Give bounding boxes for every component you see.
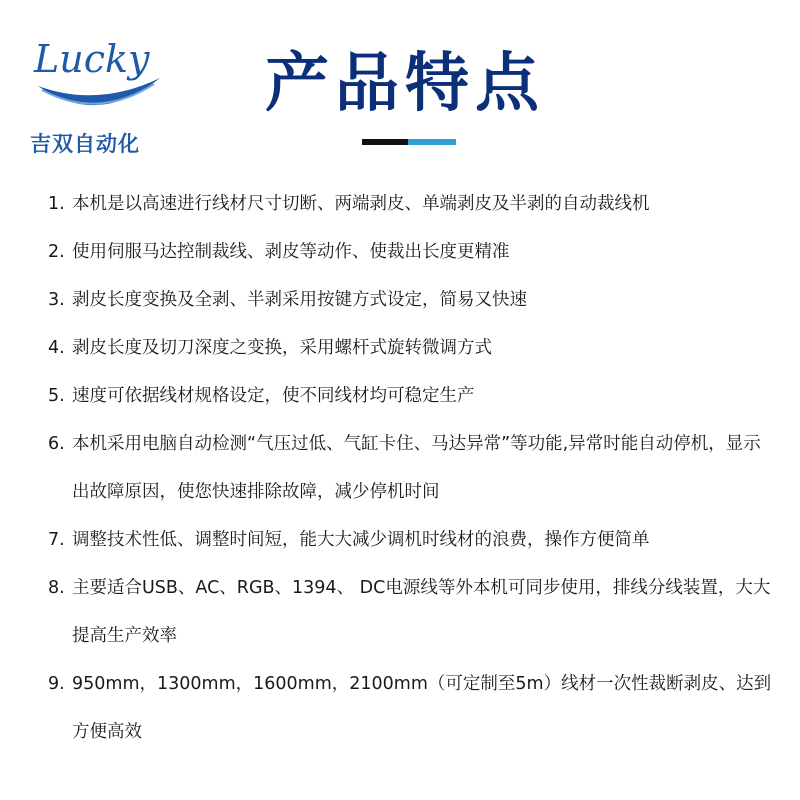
feature-number: 8. [48,578,65,598]
feature-text: 调整技术性低、调整时间短，能大大减少调机时线材的浪费，操作方便简单 [72,530,650,550]
logo-script-text: Lucky [34,37,150,81]
feature-item-7 [48,516,778,564]
feature-text: 主要适合USB、AC、RGB、1394、 DC电源线等外本机可同步使用，排线分线装置，大大提高生产效率 [72,578,771,646]
feature-number: 4. [48,338,65,358]
feature-number: 2. [48,242,65,262]
feature-item-2 [48,228,778,276]
title-divider-blue [408,139,456,145]
feature-number: 1. [48,194,65,214]
feature-number: 6. [48,434,65,454]
feature-number: 3. [48,290,65,310]
feature-text: 本机采用电脑自动检测“气压过低、气缸卡住、马达异常”等功能,异常时能自动停机，显示出故障原因，使您快速排除故障，减少停机时间 [72,434,761,502]
feature-text: 速度可依据线材规格设定，使不同线材均可稳定生产 [72,386,475,406]
feature-item-5 [48,372,778,420]
feature-text: 剥皮长度变换及全剥、半剥采用按键方式设定，简易又快速 [72,290,527,310]
feature-item-9 [48,660,778,756]
feature-number: 5. [48,386,65,406]
feature-item-4 [48,324,778,372]
brand-name: 吉双自动化 [30,132,140,156]
page-title: 产品特点 [265,47,545,121]
feature-item-1 [48,180,778,228]
feature-number: 7. [48,530,65,550]
feature-item-3 [48,276,778,324]
feature-item-8 [48,564,778,660]
feature-list [48,180,778,756]
title-divider-dark [362,139,408,145]
feature-text: 本机是以高速进行线材尺寸切断、两端剥皮、单端剥皮及半剥的自动裁线机 [72,194,650,214]
feature-text: 使用伺服马达控制裁线、剥皮等动作、使裁出长度更精准 [72,242,510,262]
feature-number: 9. [48,674,65,694]
feature-text: 剥皮长度及切刀深度之变换，采用螺杆式旋转微调方式 [72,338,492,358]
feature-text: 950mm，1300mm，1600mm，2100mm（可定制至5m）线材一次性裁断剥皮、达到方便高效 [72,674,772,742]
feature-item-6 [48,420,778,516]
